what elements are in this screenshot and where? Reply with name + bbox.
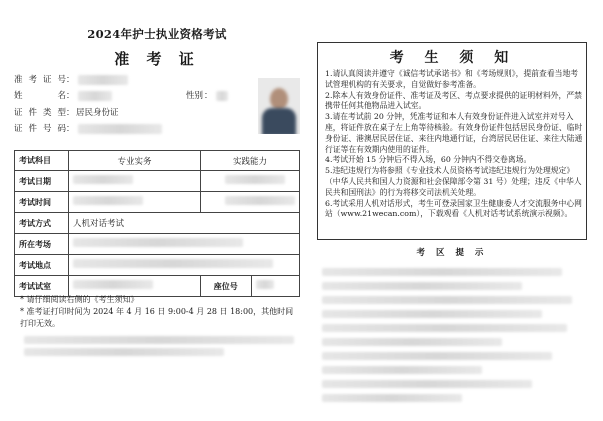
table-row: [15, 151, 300, 171]
redacted-block: [322, 324, 567, 332]
redacted-block: [73, 238, 243, 247]
mode-label: 考试方式: [15, 213, 69, 234]
redacted-block: [73, 259, 273, 268]
rules-title: 考 生 须 知: [389, 50, 517, 66]
redacted-block: [24, 336, 294, 344]
table-row: [15, 171, 300, 192]
subject-1: 专业实务: [69, 151, 201, 171]
table-row: [15, 234, 300, 255]
rule-item: 2.除本人有效身份证件、准考证及考区、考点要求提供的证明材料外，严禁携带任何其他物品进入试室。: [325, 90, 582, 111]
venue-label: 所在考场: [15, 234, 69, 255]
notes: [20, 294, 300, 370]
mode-value: 人机对话考试: [69, 213, 300, 234]
candidate-photo: [258, 78, 300, 134]
redacted-block: [24, 348, 224, 356]
redacted-block: [322, 366, 482, 374]
rule-item: 5.违纪违规行为将参照《专业技术人员资格考试违纪违规行为处理规定》（中华人民共和国人力资源和社会保障部令第 31 号）处理；违反《中华人民共和国刑法》的行为将移交司法机关处理。: [325, 166, 582, 197]
table-row: [15, 213, 300, 234]
date-value-1: [69, 171, 201, 192]
name-row: 姓 名 ： 性别 ：: [14, 90, 254, 102]
redacted-block: [322, 296, 572, 304]
id-type-value: 居民身份证: [76, 108, 119, 118]
time-label: 考试时间: [15, 192, 69, 213]
time-value-1: [69, 192, 201, 213]
redacted-block: [322, 282, 522, 290]
subject-2: 实践能力: [201, 151, 300, 171]
rules-list: [325, 69, 583, 220]
location-label: 考试地点: [15, 255, 69, 276]
note-line-1: * 请仔细阅读右侧的《考生须知》: [20, 295, 139, 304]
table-row: [15, 192, 300, 213]
exam-title: 2024年护士执业资格考试: [87, 27, 227, 41]
redacted-block: [322, 338, 502, 346]
subject-label: 考试科目: [15, 151, 69, 171]
venue-value: [69, 234, 300, 255]
gender-label: 性别: [186, 91, 204, 101]
candidate-rules-box: [317, 42, 587, 240]
notes-redacted: [20, 330, 300, 370]
redacted-block: [225, 196, 295, 205]
room-label: 考试试室: [15, 276, 69, 297]
id-type-row: 证件类型 ： 居民身份证: [14, 108, 119, 118]
redacted-block: [322, 310, 542, 318]
note-line-2: * 准考证打印时间为 2024 年 4 月 16 日 9:00-4 月 28 日 18:00，其他时间打印无效。: [20, 307, 294, 328]
redacted-block: [73, 175, 133, 184]
seat-label: 座位号: [201, 276, 252, 297]
table-row: [15, 255, 300, 276]
redacted-block: [322, 352, 552, 360]
redacted-block: [322, 394, 462, 402]
gender-redacted: [216, 91, 228, 101]
ticket-title: 准 考 证: [114, 50, 200, 68]
rule-item: 6.考试采用人机对话形式，考生可登录国家卫生健康委人才交流服务中心网站（www.21wecan.com），下载观看《人机对话考试系统演示视频》。: [325, 198, 582, 219]
id-number-redacted: [78, 124, 162, 134]
id-type-label: 证件类型: [14, 108, 66, 118]
rule-item: 4.考试开始 15 分钟后不得入场，60 分钟内不得交卷离场。: [325, 155, 532, 165]
name-label: 姓 名: [14, 91, 66, 101]
exam-info-table: [14, 150, 300, 297]
location-value: [69, 255, 300, 276]
rule-item: 3.请在考试前 20 分钟，凭准考证和本人有效身份证件进入试室并对号入座，将证件放在桌子左上角等待核验。有效身份证件包括居民身份证、临时身份证、港澳居民居住证、来往内地通行证，台湾居民居住证、来往大陆通行证等在有效期内使用的证件。: [325, 112, 583, 154]
redacted-block: [225, 175, 285, 184]
date-label: 考试日期: [15, 171, 69, 192]
ticket-number-label: 准考证号: [14, 75, 66, 85]
name-redacted: [78, 91, 112, 101]
ticket-number-redacted: [78, 75, 128, 85]
redacted-block: [256, 280, 274, 289]
redacted-block: [322, 268, 562, 276]
redacted-block: [73, 280, 153, 289]
exam-area-tips-redacted: [320, 262, 586, 412]
date-value-2: [201, 171, 300, 192]
exam-area-tips-title: 考 区 提 示: [416, 248, 488, 258]
ticket-number-row: 准考证号 ：: [14, 74, 254, 86]
redacted-block: [73, 196, 143, 205]
id-number-label: 证件号码: [14, 124, 66, 134]
id-number-row: 证件号码 ：: [14, 123, 254, 135]
redacted-block: [322, 380, 532, 388]
time-value-2: [201, 192, 300, 213]
rule-item: 1.请认真阅读并遵守《诚信考试承诺书》和《考场规则》，提前查看当地考试管理机构的有关要求，自觉做好参考准备。: [325, 69, 579, 89]
